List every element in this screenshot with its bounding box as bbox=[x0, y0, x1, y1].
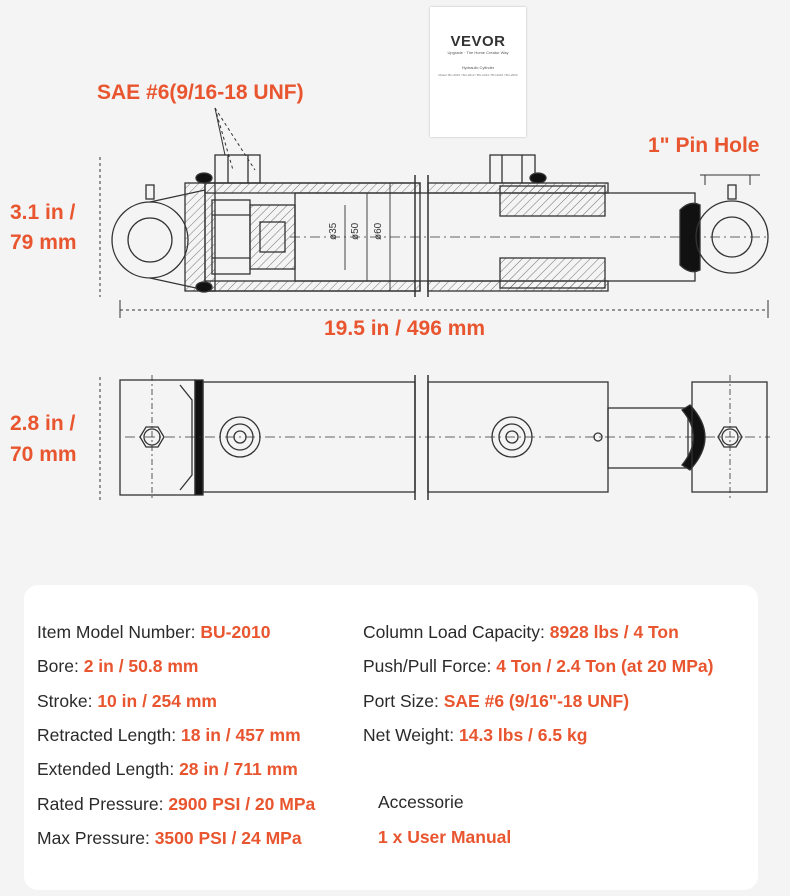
spec-row: Stroke: 10 in / 254 mm bbox=[37, 691, 217, 711]
pin-hole-label: 1" Pin Hole bbox=[648, 134, 760, 157]
spec-row: Rated Pressure: 2900 PSI / 20 MPa bbox=[37, 794, 316, 814]
manual-model-line: Model: BU-2010 / BU-2012 / BU-2014 / BU-2016 / BU-2020 bbox=[438, 73, 518, 77]
spec-row: Net Weight: 14.3 lbs / 6.5 kg bbox=[363, 725, 588, 745]
diameter-35-label: ø35 bbox=[328, 222, 339, 240]
height-bottom-line1: 2.8 in / bbox=[10, 412, 76, 435]
height-top-line1: 3.1 in / bbox=[10, 201, 76, 224]
spec-row: Bore: 2 in / 50.8 mm bbox=[37, 656, 199, 676]
spec-card bbox=[24, 585, 758, 890]
manual-tagline: Upgrade · The Home Creator Way bbox=[447, 50, 509, 55]
accessories-value: 1 x User Manual bbox=[378, 827, 512, 847]
spec-row: Item Model Number: BU-2010 bbox=[37, 622, 271, 642]
spec-row: Extended Length: 28 in / 711 mm bbox=[37, 759, 298, 779]
diameter-60-label: ø60 bbox=[373, 222, 384, 240]
spec-row: Column Load Capacity: 8928 lbs / 4 Ton bbox=[363, 622, 679, 642]
spec-row: Max Pressure: 3500 PSI / 24 MPa bbox=[37, 828, 302, 848]
accessories-label: Accessorie bbox=[378, 792, 464, 812]
height-bottom-line2: 70 mm bbox=[10, 443, 77, 466]
spec-row: Retracted Length: 18 in / 457 mm bbox=[37, 725, 301, 745]
manual-brand: VEVOR bbox=[450, 33, 506, 50]
height-top-line2: 79 mm bbox=[10, 231, 77, 254]
diameter-50-label: ø50 bbox=[350, 222, 361, 240]
manual-doc-title: Hydraulic Cylinder bbox=[461, 65, 495, 70]
spec-row: Push/Pull Force: 4 Ton / 2.4 Ton (at 20 MPa) bbox=[363, 656, 714, 676]
spec-row: Port Size: SAE #6 (9/16"-18 UNF) bbox=[363, 691, 630, 711]
overall-length-label: 19.5 in / 496 mm bbox=[324, 317, 486, 340]
side-view bbox=[100, 375, 770, 500]
port-size-label: SAE #6(9/16-18 UNF) bbox=[97, 81, 304, 104]
